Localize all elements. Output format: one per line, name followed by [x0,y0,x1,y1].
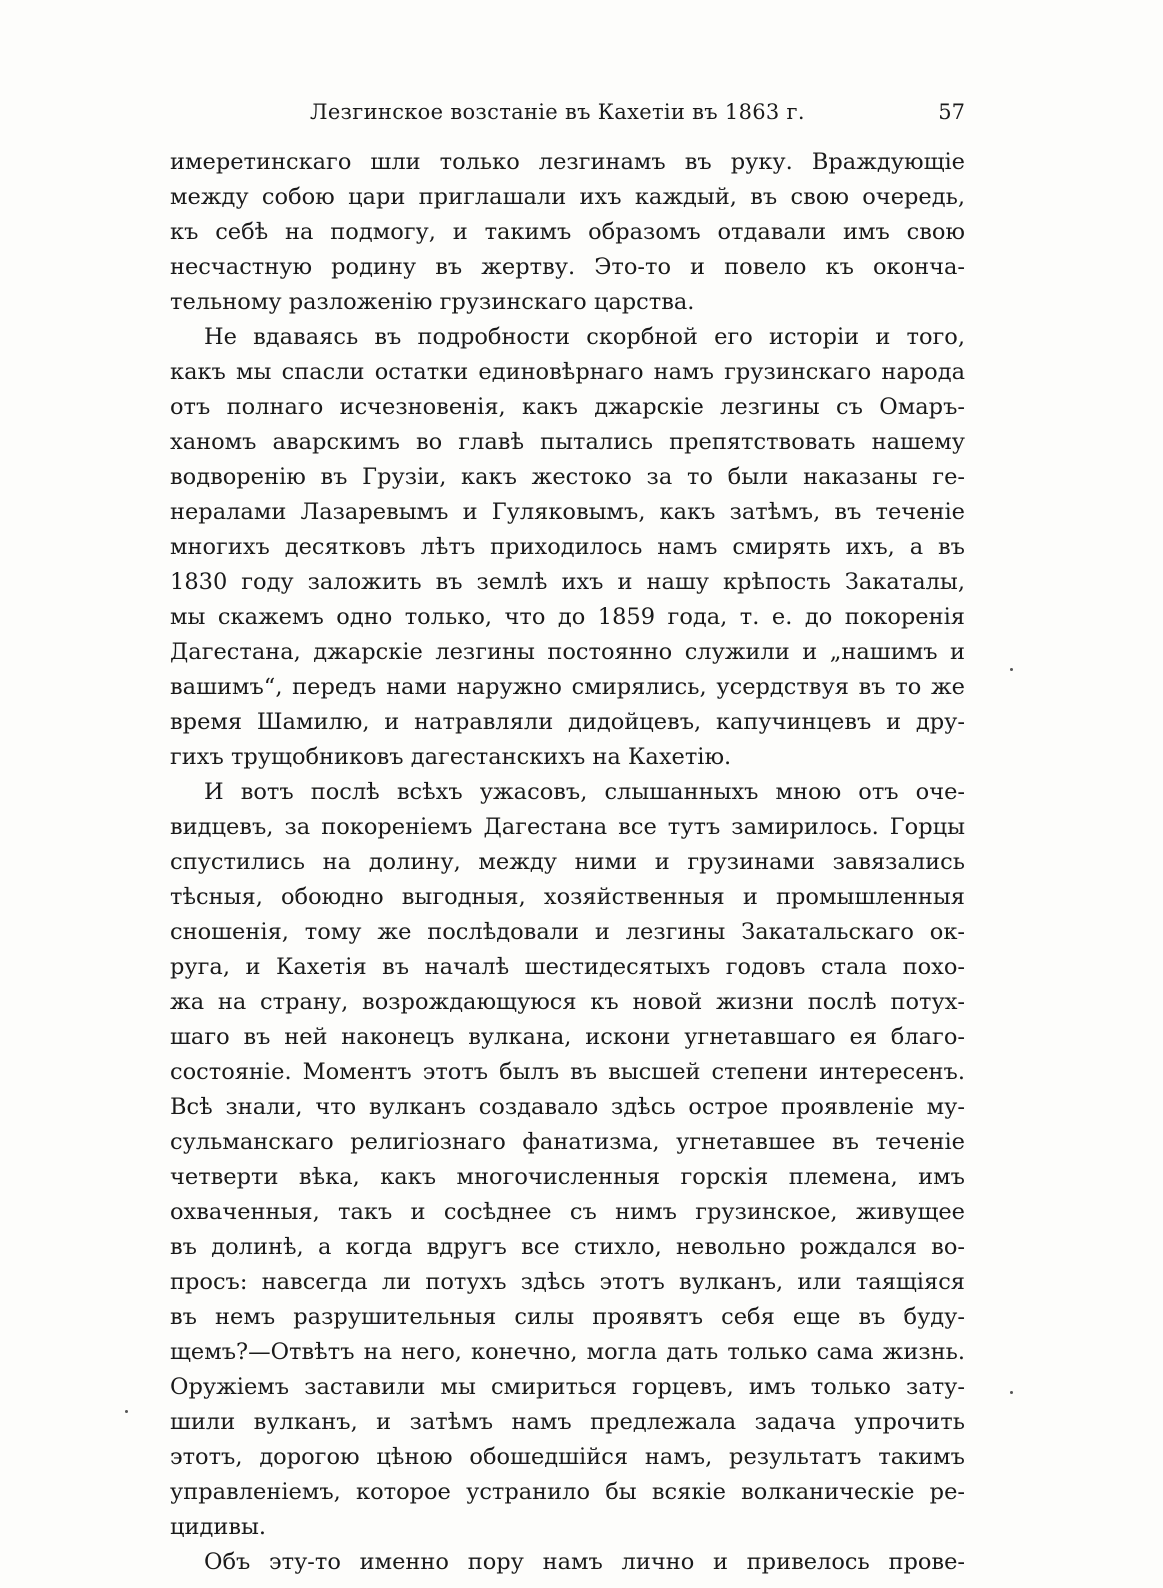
text-line: нералами Лазаревымъ и Гуляковымъ, какъ затѣмъ, въ теченіе [170,499,965,525]
text-line: цидивы. [170,1514,267,1540]
text-line: видцевъ, за покореніемъ Дагестана все тутъ замирилось. Горцы [170,814,965,840]
text-line: между собою цари приглашали ихъ каждый, въ свою очередь, [170,184,965,210]
text-line: четверти вѣка, какъ многочисленныя горскія племена, имъ [170,1164,965,1190]
text-line: этотъ, дорогою цѣною обошедшійся намъ, результатъ такимъ [170,1444,965,1470]
text-line: 1830 году заложить въ землѣ ихъ и нашу крѣпость Закаталы, [170,569,965,595]
page-number: 57 [938,100,965,124]
text-line: тѣсныя, обоюдно выгодныя, хозяйственныя и промышленныя [170,884,965,910]
text-line: сульманскаго религіознаго фанатизма, угнетавшее въ теченіе [170,1129,965,1155]
running-title: Лезгинское возстаніе въ Кахетіи въ 1863 г. [310,100,805,124]
text-line: въ долинѣ, а когда вдругъ все стихло, невольно рождался во- [170,1234,965,1260]
text-line: имеретинскаго шли только лезгинамъ въ руку. Враждующіе [170,149,965,175]
scan-speck [1010,1391,1013,1394]
running-head [170,100,965,134]
text-line: тельному разложенію грузинскаго царства. [170,289,695,315]
text-line: водворенію въ Грузіи, какъ жестоко за то были наказаны ге- [170,464,965,490]
text-line: въ немъ разрушительныя силы проявятъ себя еще въ буду- [170,1304,965,1330]
text-line: сношенія, тому же послѣдовали и лезгины Закатальскаго ок- [170,919,965,945]
text-line: къ себѣ на подмогу, и такимъ образомъ отдавали имъ свою [170,219,965,245]
text-line: отъ полнаго исчезновенія, какъ джарскіе лезгины съ Омаръ- [170,394,965,420]
paragraph-4 [170,1545,965,1580]
text-line: шили вулканъ, и затѣмъ намъ предлежала задача упрочить [170,1409,965,1435]
text-line: жа на страну, возрождающуюся къ новой жизни послѣ потух- [170,989,965,1015]
text-line: несчастную родину въ жертву. Это-то и повело къ оконча- [170,254,965,280]
text-line: охваченныя, такъ и сосѣднее съ нимъ грузинское, живущее [170,1199,965,1225]
text-line: ханомъ аварскимъ во главѣ пытались препятствовать нашему [170,429,965,455]
text-line: И вотъ послѣ всѣхъ ужасовъ, слышанныхъ мною отъ оче- [204,779,965,805]
text-line: Всѣ знали, что вулканъ создавало здѣсь острое проявленіе му- [170,1094,965,1120]
body-text [170,145,965,1580]
text-line: время Шамилю, и натравляли дидойцевъ, капучинцевъ и дру- [170,709,965,735]
paragraph-3 [170,775,965,1545]
text-line: гихъ трущобниковъ дагестанскихъ на Кахетію. [170,744,732,770]
paragraph-2 [170,320,965,775]
text-line: Не вдаваясь въ подробности скорбной его исторіи и того, [204,324,965,350]
text-line: какъ мы спасли остатки единовѣрнаго намъ грузинскаго народа [170,359,965,385]
text-line: Объ эту-то именно пору намъ лично и привелось прове- [204,1549,965,1575]
text-line: спустились на долину, между ними и грузинами завязались [170,849,965,875]
text-line: управленіемъ, которое устранило бы всякіе волканическіе ре- [170,1479,965,1505]
text-line: мы скажемъ одно только, что до 1859 года, т. е. до покоренія [170,604,965,630]
text-line: многихъ десятковъ лѣтъ приходилось намъ смирять ихъ, а въ [170,534,965,560]
scan-speck [1010,668,1013,671]
text-line: состояніе. Моментъ этотъ былъ въ высшей степени интересенъ. [170,1059,965,1085]
paragraph-1 [170,145,965,320]
text-line: Дагестана, джарскіе лезгины постоянно служили и „нашимъ и [170,639,965,665]
text-line: щемъ?—Отвѣтъ на него, конечно, могла дать только сама жизнь. [170,1339,965,1365]
scan-speck [125,1410,128,1413]
text-line: просъ: навсегда ли потухъ здѣсь этотъ вулканъ, или таящіяся [170,1269,965,1295]
text-line: вашимъ“, передъ нами наружно смирялись, усердствуя въ то же [170,674,965,700]
text-line: руга, и Кахетія въ началѣ шестидесятыхъ годовъ стала похо- [170,954,965,980]
text-line: Оружіемъ заставили мы смириться горцевъ, имъ только зату- [170,1374,965,1400]
text-line: шаго въ ней наконецъ вулкана, искони угнетавшаго ея благо- [170,1024,965,1050]
